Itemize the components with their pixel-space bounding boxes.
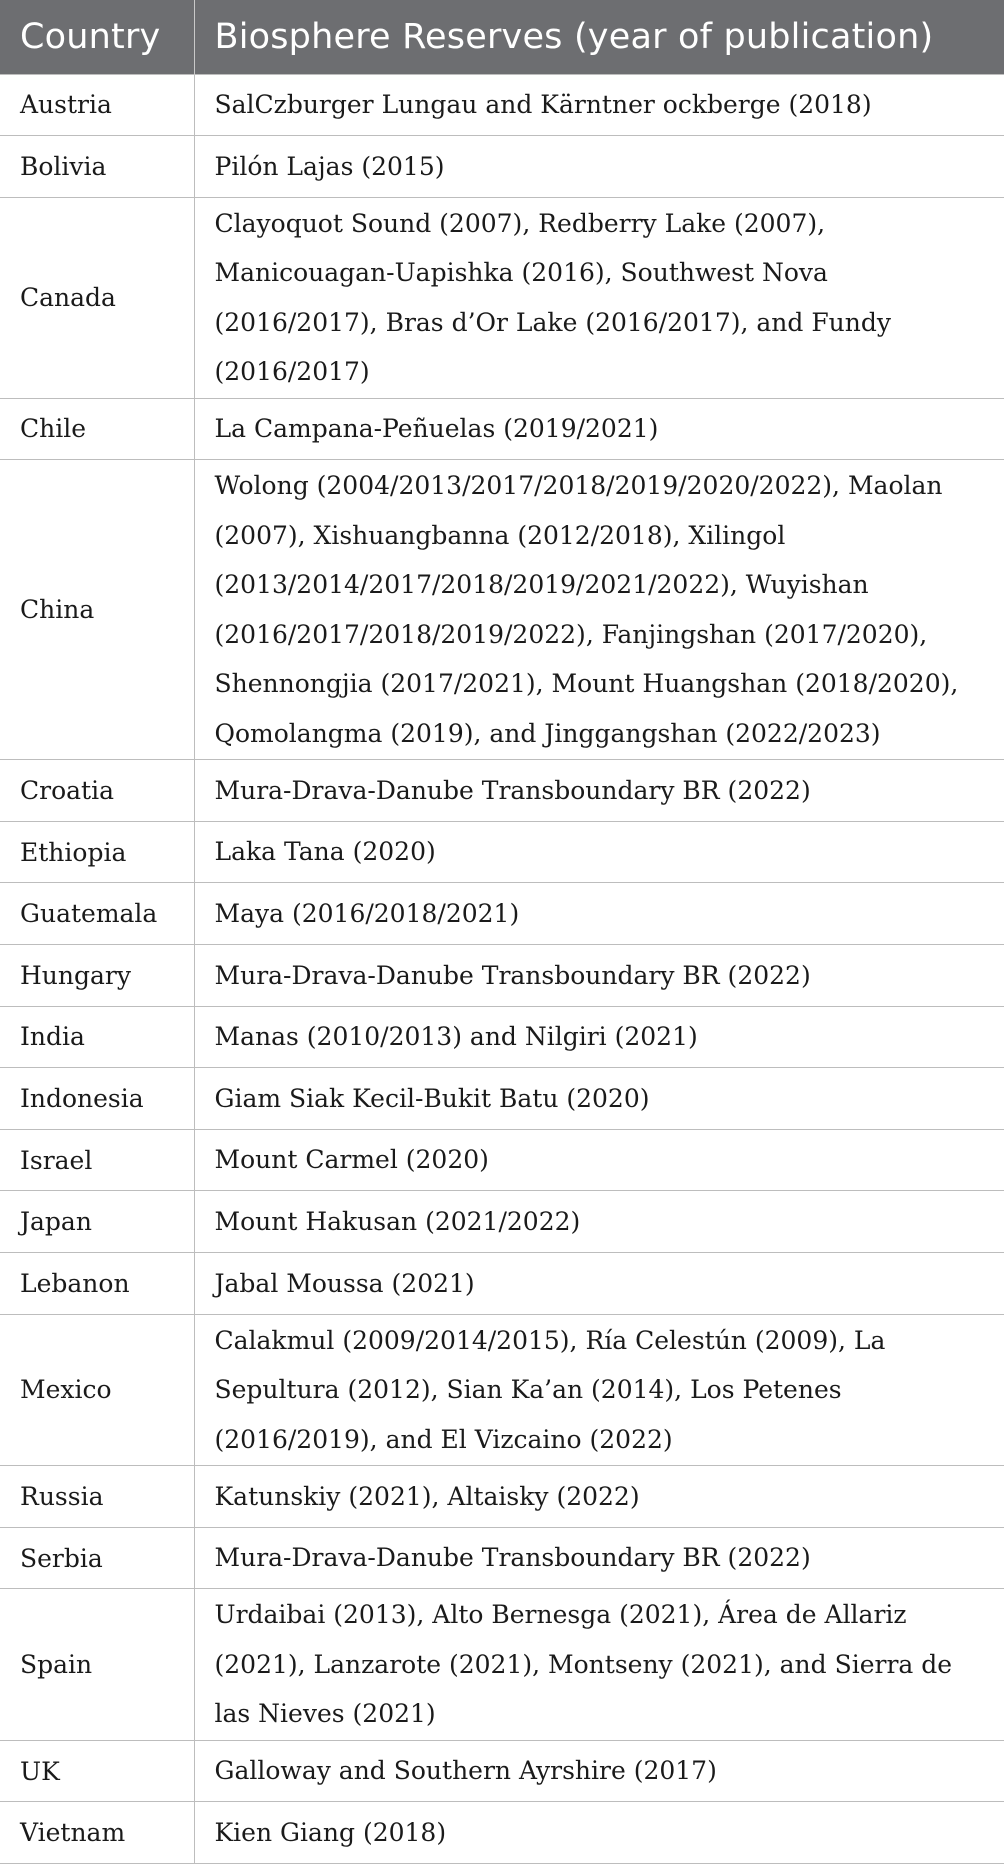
biosphere-reserves-cell: Mura-Drava-Danube Transboundary BR (2022)	[194, 945, 1004, 1007]
biosphere-reserves-cell: Manas (2010/2013) and Nilgiri (2021)	[194, 1006, 1004, 1068]
country-cell: Chile	[0, 398, 194, 460]
country-cell: Bolivia	[0, 136, 194, 198]
table-row	[0, 1802, 1004, 1864]
table-row	[0, 460, 1004, 760]
biosphere-reserves-cell: SalCzburger Lungau and Kärntner ockberge (2018)	[194, 74, 1004, 136]
column-header-biosphere-reserves: Biosphere Reserves (year of publication)	[194, 0, 1004, 74]
table-body	[0, 74, 1004, 1864]
biosphere-reserves-cell: La Campana-Peñuelas (2019/2021)	[194, 398, 1004, 460]
biosphere-reserves-cell: Mount Carmel (2020)	[194, 1129, 1004, 1191]
country-cell: Mexico	[0, 1314, 194, 1466]
table-row	[0, 883, 1004, 945]
table-row	[0, 1527, 1004, 1589]
table-row	[0, 1589, 1004, 1741]
biosphere-reserves-cell: Giam Siak Kecil-Bukit Batu (2020)	[194, 1068, 1004, 1130]
country-cell: Japan	[0, 1191, 194, 1253]
table-row	[0, 1129, 1004, 1191]
biosphere-reserves-cell: Mura-Drava-Danube Transboundary BR (2022)	[194, 1527, 1004, 1589]
country-cell: Ethiopia	[0, 821, 194, 883]
biosphere-reserves-cell: Pilón Lajas (2015)	[194, 136, 1004, 198]
table-row	[0, 1191, 1004, 1253]
table-row	[0, 760, 1004, 822]
biosphere-reserves-cell: Laka Tana (2020)	[194, 821, 1004, 883]
biosphere-reserves-cell: Mura-Drava-Danube Transboundary BR (2022)	[194, 760, 1004, 822]
table-row	[0, 197, 1004, 398]
table-header	[0, 0, 1004, 74]
biosphere-reserves-cell: Mount Hakusan (2021/2022)	[194, 1191, 1004, 1253]
table-row	[0, 945, 1004, 1007]
table-row	[0, 1740, 1004, 1802]
biosphere-reserves-cell: Katunskiy (2021), Altaisky (2022)	[194, 1466, 1004, 1528]
table-row	[0, 398, 1004, 460]
biosphere-reserves-cell: Maya (2016/2018/2021)	[194, 883, 1004, 945]
table-row	[0, 821, 1004, 883]
biosphere-reserves-cell: Calakmul (2009/2014/2015), Ría Celestún (2009), La Sepultura (2012), Sian Ka’an (2014), Los Petenes (2016/2019), and El Vizcaino (2022)	[194, 1314, 1004, 1466]
country-cell: Guatemala	[0, 883, 194, 945]
table-row	[0, 1253, 1004, 1315]
country-cell: China	[0, 460, 194, 760]
table-row	[0, 136, 1004, 198]
table-row	[0, 74, 1004, 136]
biosphere-reserves-cell: Kien Giang (2018)	[194, 1802, 1004, 1864]
country-cell: Croatia	[0, 760, 194, 822]
table-row	[0, 1314, 1004, 1466]
country-cell: Austria	[0, 74, 194, 136]
biosphere-reserves-cell: Jabal Moussa (2021)	[194, 1253, 1004, 1315]
country-cell: Serbia	[0, 1527, 194, 1589]
biosphere-reserves-cell: Galloway and Southern Ayrshire (2017)	[194, 1740, 1004, 1802]
country-cell: Canada	[0, 197, 194, 398]
table-row	[0, 1466, 1004, 1528]
table-row	[0, 1068, 1004, 1130]
country-cell: Hungary	[0, 945, 194, 1007]
biosphere-reserves-cell: Wolong (2004/2013/2017/2018/2019/2020/2022), Maolan (2007), Xishuangbanna (2012/2018), Xilingol (2013/2014/2017/2018/2019/2021/2022), Wuyishan (2016/2017/2018/2019/2022), Fanjingshan (2017/2020), Shennongjia (2017/2021), Mount Huangshan (2018/2020), Qomolangma (2019), and Jinggangshan (2022/2023)	[194, 460, 1004, 760]
table-row	[0, 1006, 1004, 1068]
country-cell: UK	[0, 1740, 194, 1802]
country-cell: Lebanon	[0, 1253, 194, 1315]
biosphere-reserves-cell: Urdaibai (2013), Alto Bernesga (2021), Área de Allariz (2021), Lanzarote (2021), Montseny (2021), and Sierra de las Nieves (2021)	[194, 1589, 1004, 1741]
country-cell: Spain	[0, 1589, 194, 1741]
header-row	[0, 0, 1004, 74]
country-cell: India	[0, 1006, 194, 1068]
country-cell: Russia	[0, 1466, 194, 1528]
column-header-country: Country	[0, 0, 194, 74]
country-cell: Israel	[0, 1129, 194, 1191]
country-cell: Vietnam	[0, 1802, 194, 1864]
country-cell: Indonesia	[0, 1068, 194, 1130]
biosphere-reserves-cell: Clayoquot Sound (2007), Redberry Lake (2007), Manicouagan-Uapishka (2016), Southwest Nova (2016/2017), Bras d’Or Lake (2016/2017), and Fundy (2016/2017)	[194, 197, 1004, 398]
